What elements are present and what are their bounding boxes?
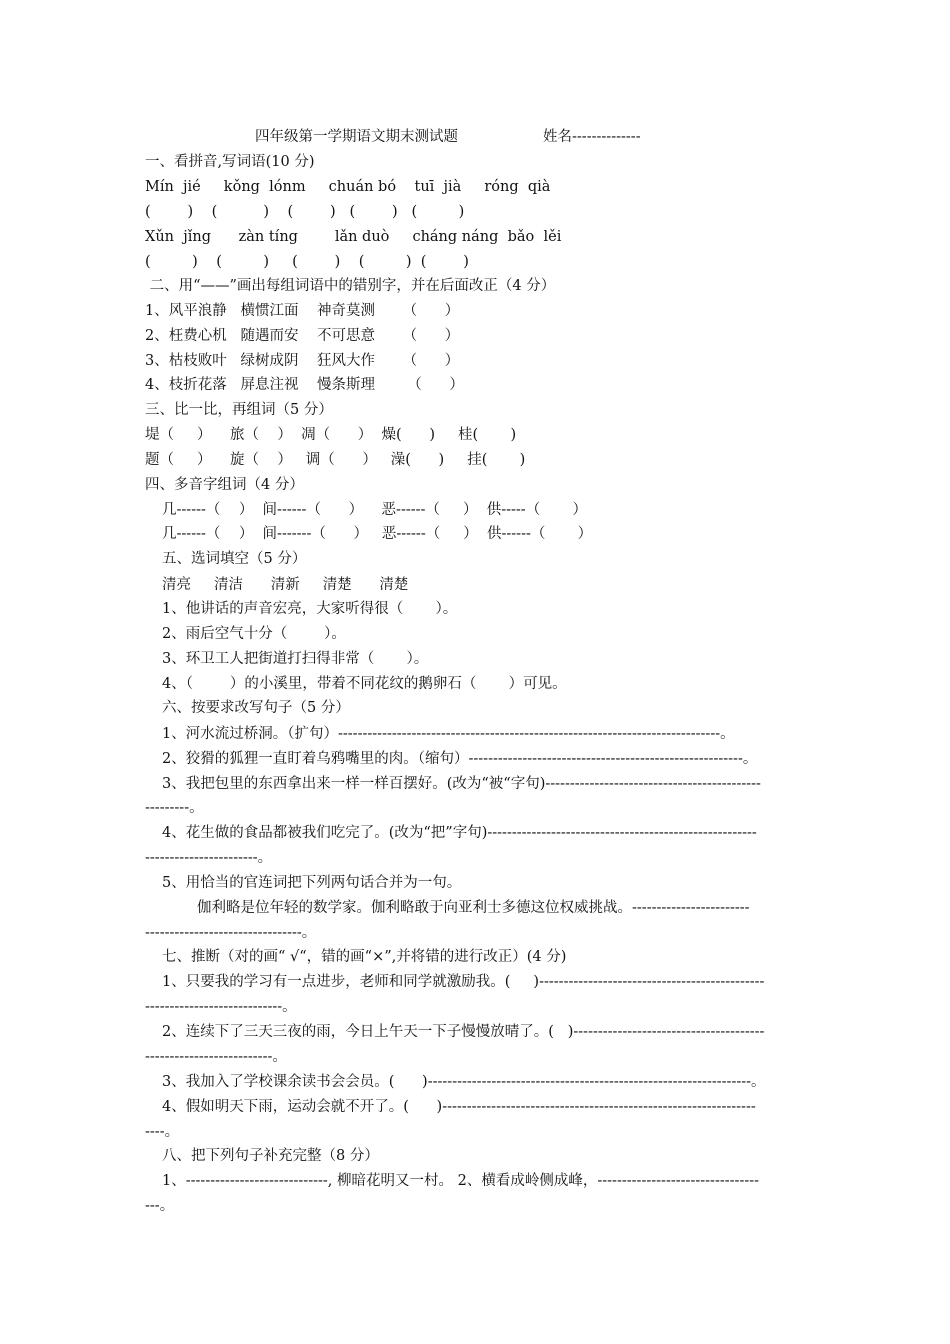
section-2-item: 4、枝折花落 屏息注视 慢条斯理 （ ） [145, 377, 464, 393]
section-5-heading: 五、选词填空（5 分） [162, 551, 307, 567]
section-7-item: 2、连续下了三天三夜的雨，今日上午天一下子慢慢放晴了。( )--------------------------------------- [162, 1024, 765, 1040]
exam-title: 四年级第一学期语文期末测试题 [255, 129, 458, 145]
section-6-item: 4、花生做的食品都被我们吃完了。(改为“把”字句)------------------------------------------------------- [162, 825, 757, 841]
section-6-item-cont: --------------------------------。 [145, 925, 317, 941]
name-field: 姓名-------------- [543, 129, 641, 145]
section-6-item-cont: -----------------------。 [145, 850, 273, 866]
section-3-row-2: 题（ ） 旋（ ） 调（ ） 澡( ) 挂( ) [145, 452, 526, 468]
section-6-item: 5、用恰当的官连词把下列两句话合并为一句。 [162, 875, 462, 891]
section-8-item: 1、-----------------------------, 柳暗花明又一村。 2、横看成岭侧成峰，--------------------------------- [162, 1173, 760, 1189]
section-1-heading: 一、看拼音,写词语(10 分) [145, 154, 315, 170]
section-6-item-cont: ---------。 [145, 800, 204, 816]
section-6-item: 1、河水流过桥洞。（扩句）------------------------------------------------------------------------------。 [162, 726, 735, 742]
section-3-row-1: 堤（ ） 旅（ ） 凋（ ） 燥( ) 桂( ) [145, 427, 517, 443]
section-5-item: 4、（ ）的小溪里，带着不同花纹的鹅卵石（ ）可见。 [162, 676, 567, 692]
section-5-item: 1、他讲话的声音宏亮，大家听得很（ ）。 [162, 601, 458, 617]
section-3-heading: 三、比一比，再组词（5 分） [145, 402, 333, 418]
section-5-item: 2、雨后空气十分（ ）。 [162, 626, 346, 642]
section-7-item: 4、假如明天下雨，运动会就不开了。( )---------------------------------------------------------------- [162, 1099, 756, 1115]
section-4-heading: 四、多音字组词（4 分） [145, 477, 304, 493]
section-6-item: 3、我把包里的东西拿出来一样一样百摆好。(改为“被“字句)-------------------------------------------- [162, 776, 761, 792]
section-4-row-1: 几------（ ） 间------（ ） 恶------（ ） 供-----（ ） [162, 502, 587, 518]
blank-row-1: ( ) ( ) ( ) ( ) ( ) [145, 204, 465, 220]
section-6-heading: 六、按要求改写句子（5 分） [162, 700, 350, 716]
section-6-item: 2、狡猾的狐狸一直盯着乌鸦嘴里的肉。（缩句）--------------------------------------------------------。 [162, 751, 758, 767]
section-2-item: 3、枯枝败叶 绿树成阴 狂风大作 （ ） [145, 353, 460, 369]
section-2-item: 2、枉费心机 随遇而安 不可思意 （ ） [145, 328, 460, 344]
blank-row-2: ( ) ( ) ( ) ( ) ( ) [145, 254, 469, 270]
section-8-heading: 八、把下列句子补充完整（8 分） [162, 1148, 379, 1164]
pinyin-row-2: Xǔn jǐng zàn tíng lǎn duò cháng náng bǎo lěi [145, 229, 562, 245]
section-7-heading: 七、推断（对的画“ √“，错的画“×”,并将错的进行改正）(4 分) [162, 949, 567, 965]
section-7-item-cont: ----。 [145, 1124, 180, 1140]
section-7-item: 3、我加入了学校课余读书会会员。( )------------------------------------------------------------------。 [162, 1074, 766, 1090]
section-7-item-cont: --------------------------。 [145, 1049, 287, 1065]
section-4-row-2: 几------（ ） 间-------（ ） 恶------（ ） 供------（ ） [162, 526, 593, 542]
section-6-sentence: 伽利略是位年轻的数学家。伽利略敢于向亚利士多德这位权威挑战。------------------------ [197, 900, 750, 916]
pinyin-row-1: Mín jié kǒng lónm chuán bó tuī jià róng qià [145, 179, 551, 195]
section-2-item: 1、风平浪静 横惯江面 神奇莫测 （ ） [145, 303, 460, 319]
section-5-word-bank: 清亮 清洁 清新 清楚 清楚 [162, 577, 409, 593]
section-8-item-cont: ---。 [145, 1198, 175, 1214]
section-2-heading: 二、用“——”画出每组词语中的错别字，并在后面改正（4 分） [145, 278, 556, 294]
section-5-item: 3、环卫工人把街道打扫得非常（ ）。 [162, 651, 429, 667]
section-7-item: 1、只要我的学习有一点进步，老师和同学就激励我。( )---------------------------------------------- [162, 974, 765, 990]
section-7-item-cont: ----------------------------。 [145, 999, 297, 1015]
